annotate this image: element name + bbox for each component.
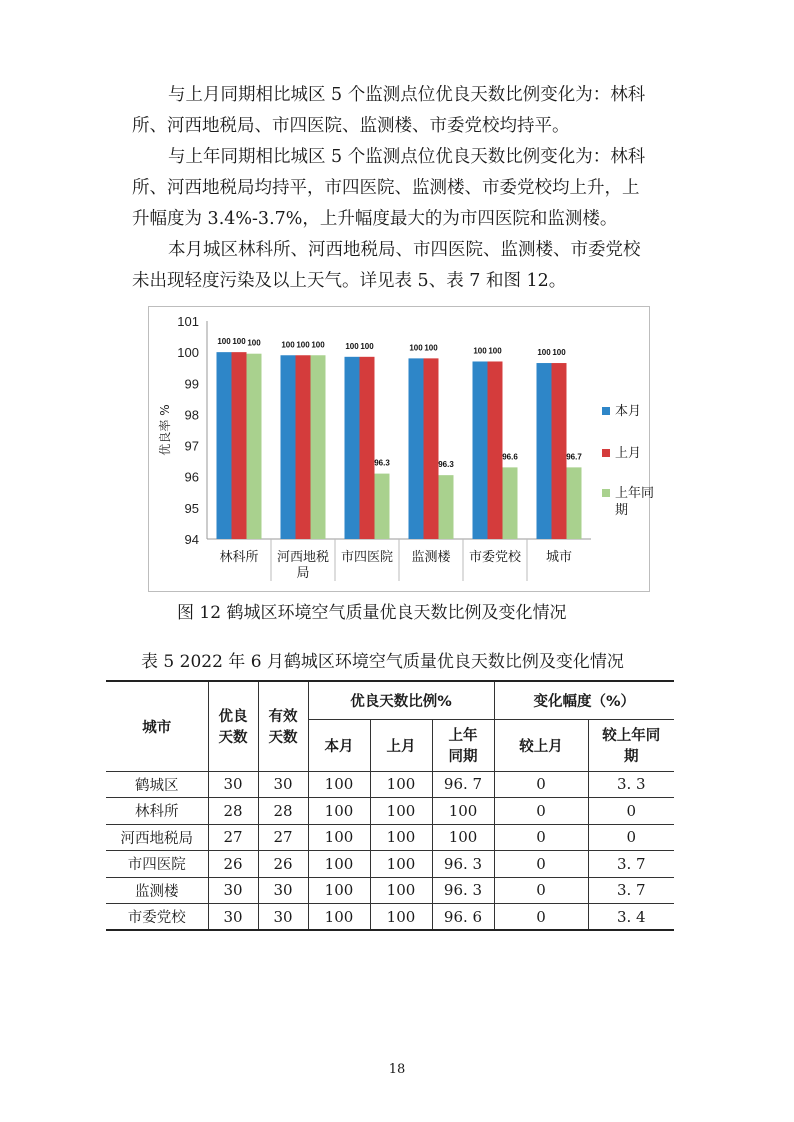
table-cell: 28 bbox=[208, 798, 258, 825]
y-tick-label: 99 bbox=[184, 376, 199, 392]
paragraph bbox=[132, 235, 692, 297]
table-cell: 3. 7 bbox=[588, 877, 674, 904]
data-label: 100 bbox=[552, 348, 566, 358]
paragraph-line: 所、河西地税局、市四医院、监测楼、市委党校均持平。 bbox=[132, 116, 570, 136]
header-city: 城市 bbox=[106, 681, 208, 771]
table-cell: 林科所 bbox=[106, 798, 208, 825]
bar-1 bbox=[281, 355, 296, 539]
table-cell: 96. 3 bbox=[432, 877, 494, 904]
table-cell: 96. 6 bbox=[432, 904, 494, 931]
paragraph-line: 未出现轻度污染及以上天气。详见表 5、表 7 和图 12。 bbox=[132, 271, 567, 291]
paragraph-line: 升幅度为 3.4%-3.7%，上升幅度最大的为市四医院和监测楼。 bbox=[132, 209, 618, 229]
legend-label: 期 bbox=[615, 503, 629, 518]
bar-2 bbox=[424, 358, 439, 539]
x-tick-label: 市四医院 bbox=[340, 550, 394, 565]
legend-swatch bbox=[602, 449, 610, 457]
bar-chart bbox=[148, 306, 655, 592]
x-tick-label: 局 bbox=[296, 566, 310, 581]
table-cell: 100 bbox=[308, 771, 370, 798]
table-cell: 30 bbox=[258, 904, 308, 931]
table-row bbox=[106, 798, 674, 825]
data-label: 100 bbox=[473, 346, 487, 356]
legend-swatch bbox=[602, 407, 610, 415]
header-valid-days: 有效 天数 bbox=[258, 681, 308, 771]
table-cell: 26 bbox=[258, 851, 308, 878]
paragraph-line: 与上年同期相比城区 5 个监测点位优良天数比例变化为：林科 bbox=[168, 147, 646, 167]
y-tick-label: 94 bbox=[184, 532, 199, 547]
data-label: 100 bbox=[409, 343, 423, 353]
data-label: 100 bbox=[247, 338, 261, 348]
header-last-month: 上月 bbox=[370, 719, 432, 771]
table-cell: 100 bbox=[308, 851, 370, 878]
page-number: 18 bbox=[388, 1062, 406, 1077]
table-cell: 30 bbox=[208, 877, 258, 904]
x-tick-label: 市委党校 bbox=[468, 550, 522, 565]
table-cell: 28 bbox=[258, 798, 308, 825]
table-cell: 0 bbox=[494, 851, 588, 878]
x-tick-label: 河西地税 bbox=[276, 550, 330, 565]
paragraph-line: 与上月同期相比城区 5 个监测点位优良天数比例变化为：林科 bbox=[168, 85, 646, 105]
table-cell: 100 bbox=[308, 904, 370, 931]
table-cell: 30 bbox=[208, 771, 258, 798]
table-cell: 96. 3 bbox=[432, 851, 494, 878]
data-label: 100 bbox=[232, 337, 246, 347]
table-row bbox=[106, 904, 674, 931]
chart-svg bbox=[149, 307, 655, 591]
table-cell: 市四医院 bbox=[106, 851, 208, 878]
table-cell: 27 bbox=[258, 824, 308, 851]
table-cell: 0 bbox=[494, 877, 588, 904]
table-cell: 27 bbox=[208, 824, 258, 851]
bar-3 bbox=[311, 355, 326, 539]
legend-label: 上月 bbox=[615, 446, 642, 461]
table-cell: 96. 7 bbox=[432, 771, 494, 798]
table-cell: 3. 4 bbox=[588, 904, 674, 931]
data-label: 96.6 bbox=[502, 452, 518, 462]
table-cell: 100 bbox=[370, 904, 432, 931]
table-cell: 100 bbox=[370, 798, 432, 825]
data-label: 100 bbox=[424, 343, 438, 353]
data-label: 96.3 bbox=[374, 458, 390, 468]
y-tick-label: 98 bbox=[184, 407, 199, 423]
table-cell: 0 bbox=[588, 798, 674, 825]
header-vs-last-month: 较上月 bbox=[494, 719, 588, 771]
table-cell: 100 bbox=[432, 798, 494, 825]
table-caption: 表 5 2022 年 6 月鹤城区环境空气质量优良天数比例及变化情况 bbox=[141, 652, 624, 672]
y-tick-label: 97 bbox=[184, 438, 199, 454]
x-tick-label: 林科所 bbox=[219, 550, 259, 565]
table-cell: 河西地税局 bbox=[106, 824, 208, 851]
table-cell: 26 bbox=[208, 851, 258, 878]
paragraph-line: 所、河西地税局均持平，市四医院、监测楼、市委党校均上升，上 bbox=[132, 178, 640, 198]
table-cell: 0 bbox=[494, 771, 588, 798]
bar-2 bbox=[232, 352, 247, 539]
paragraph bbox=[132, 142, 692, 235]
table-cell: 100 bbox=[308, 798, 370, 825]
table-cell: 3. 7 bbox=[588, 851, 674, 878]
header-last-year: 上年 同期 bbox=[432, 719, 494, 771]
x-tick-label: 城市 bbox=[545, 550, 573, 565]
data-label: 96.7 bbox=[566, 452, 582, 462]
paragraph-line: 本月城区林科所、河西地税局、市四医院、监测楼、市委党校 bbox=[168, 240, 641, 260]
table-cell: 30 bbox=[258, 771, 308, 798]
y-tick-label: 96 bbox=[184, 469, 199, 485]
y-tick-label: 100 bbox=[177, 345, 199, 361]
table-row bbox=[106, 851, 674, 878]
table-cell: 100 bbox=[308, 877, 370, 904]
table-body bbox=[106, 771, 674, 930]
table-cell: 100 bbox=[432, 824, 494, 851]
table-cell: 0 bbox=[494, 824, 588, 851]
y-tick-label: 95 bbox=[184, 500, 199, 516]
legend-swatch bbox=[602, 489, 610, 497]
table-cell: 0 bbox=[494, 904, 588, 931]
header-vs-last-year: 较上年同 期 bbox=[588, 719, 674, 771]
data-label: 100 bbox=[217, 337, 231, 347]
bar-2 bbox=[296, 355, 311, 539]
bar-2 bbox=[360, 357, 375, 539]
table-cell: 3. 3 bbox=[588, 771, 674, 798]
table-row bbox=[106, 877, 674, 904]
paragraph bbox=[132, 80, 692, 142]
data-label: 100 bbox=[281, 340, 295, 350]
header-this-month: 本月 bbox=[308, 719, 370, 771]
bar-2 bbox=[488, 361, 503, 539]
y-tick-label: 101 bbox=[177, 314, 199, 329]
table-cell: 100 bbox=[370, 851, 432, 878]
bar-3 bbox=[247, 354, 262, 539]
bar-3 bbox=[503, 467, 518, 539]
data-label: 100 bbox=[488, 346, 502, 356]
table-cell: 100 bbox=[370, 877, 432, 904]
data-label: 96.3 bbox=[438, 460, 454, 470]
bar-1 bbox=[537, 363, 552, 539]
table-row bbox=[106, 824, 674, 851]
figure-caption: 图 12 鹤城区环境空气质量优良天数比例及变化情况 bbox=[177, 603, 567, 623]
bar-1 bbox=[473, 361, 488, 539]
table-cell: 100 bbox=[370, 771, 432, 798]
bar-3 bbox=[439, 475, 454, 539]
bar-1 bbox=[409, 358, 424, 539]
table-cell: 100 bbox=[308, 824, 370, 851]
table-cell: 30 bbox=[208, 904, 258, 931]
data-label: 100 bbox=[311, 340, 325, 350]
x-tick-label: 监测楼 bbox=[411, 550, 451, 565]
data-label: 100 bbox=[296, 340, 310, 350]
data-table bbox=[106, 680, 674, 931]
bar-3 bbox=[567, 467, 582, 539]
header-ratio-group: 优良天数比例% bbox=[308, 681, 494, 719]
bar-3 bbox=[375, 474, 390, 539]
data-label: 100 bbox=[345, 341, 359, 351]
data-label: 100 bbox=[537, 348, 551, 358]
table-cell: 监测楼 bbox=[106, 877, 208, 904]
bar-2 bbox=[552, 363, 567, 539]
table-cell: 30 bbox=[258, 877, 308, 904]
legend-label: 本月 bbox=[615, 404, 642, 419]
table-cell: 0 bbox=[588, 824, 674, 851]
table-row bbox=[106, 771, 674, 798]
legend-label: 上年同 bbox=[615, 486, 655, 501]
table-cell: 100 bbox=[370, 824, 432, 851]
table-cell: 市委党校 bbox=[106, 904, 208, 931]
data-label: 100 bbox=[360, 341, 374, 351]
y-axis-label: 优良率 % bbox=[158, 404, 172, 456]
table-cell: 0 bbox=[494, 798, 588, 825]
header-change-group: 变化幅度（%） bbox=[494, 681, 674, 719]
table-cell: 鹤城区 bbox=[106, 771, 208, 798]
header-good-days: 优良 天数 bbox=[208, 681, 258, 771]
bar-1 bbox=[217, 352, 232, 539]
bar-1 bbox=[345, 357, 360, 539]
